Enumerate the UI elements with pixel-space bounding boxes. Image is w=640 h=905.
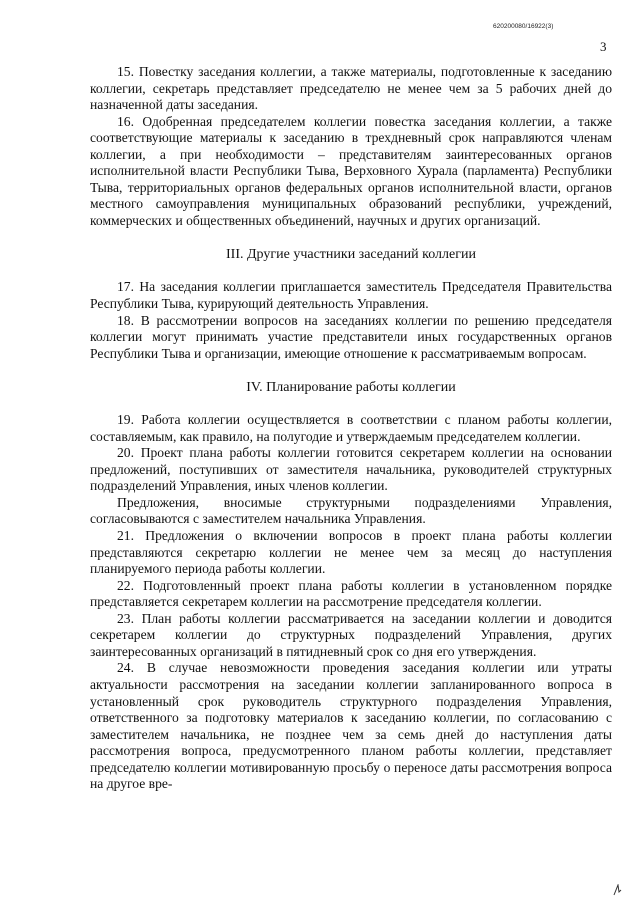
page-number: 3 (600, 39, 607, 54)
paragraph-15: 15. Повестку заседания коллегии, а также материалы, подготовленные к заседанию коллегии, секретарь представляет председателю не менее чем за 5 рабочих дней до назначенной даты заседания. (90, 64, 612, 113)
paragraph-21: 21. Предложения о включении вопросов в проект плана работы коллегии представляются секретарю коллегии не менее чем за месяц до наступления планируемого периода работы коллегии. (90, 528, 612, 577)
paragraph-18: 18. В рассмотрении вопросов на заседаниях коллегии по решению председателя коллегии могут принимать участие представители иных государственных органов Республики Тыва и организации, имеющие отношение к рассматриваемым вопросам. (90, 312, 612, 361)
document-id: 620200080/16922(3) (493, 23, 554, 30)
section-heading-iv: IV. Планирование работы коллегии (246, 380, 456, 396)
paragraph-20: 20. Проект плана работы коллегии готовится секретарем коллегии на основании предложений, поступивших от заместителя начальника, руководителей структурных подразделений Управления, иных членов коллегии. (90, 445, 612, 494)
paragraph-19: 19. Работа коллегии осуществляется в соответствии с планом работы коллегии, составляемым, как правило, на полугодие и утверждаемым председателем коллегии. (90, 412, 612, 444)
handwritten-mark (612, 884, 622, 900)
paragraph-16: 16. Одобренная председателем коллегии повестка заседания коллегии, а также соответствующие материалы к заседанию в трехдневный срок направляются членам коллегии, а при необходимости – представителям заинтересованных органов исполнительной власти Республики Тыва, Верховного Хурала (парламента) Республики Тыва, территориальных органов федеральных органов исполнительной власти, органов местного самоуправления муниципальных образований республики, учреждений, коммерческих и общественных объединений, научных и других организаций. (90, 113, 612, 228)
document-body (90, 64, 612, 793)
paragraph-23: 23. План работы коллегии рассматривается на заседании коллегии и доводится секретарем коллегии до структурных подразделений Управления, других заинтересованных организаций в пятидневный срок со дня его утверждения. (90, 610, 612, 659)
paragraph-17: 17. На заседания коллегии приглашается заместитель Председателя Правительства Республики Тыва, курирующий деятельность Управления. (90, 279, 612, 312)
section-heading-iii: III. Другие участники заседаний коллегии (226, 247, 476, 263)
paragraph-22: 22. Подготовленный проект плана работы коллегии в установленном порядке представляется секретарем коллегии на рассмотрение председателя коллегии. (90, 577, 612, 610)
paragraph-20-continued: Предложения, вносимые структурными подразделениями Управления, согласовываются с заместителем начальника Управления. (90, 494, 612, 527)
paragraph-24: 24. В случае невозможности проведения заседания коллегии или утраты актуальности рассмотрения на заседании коллегии запланированного вопроса в установленный срок руководитель структурного подразделения Управления, ответственного за подготовку материалов к заседанию коллегии, по согласованию с заместителем начальника, не позднее чем за семь дней до наступления даты рассмотрения вопроса, предусмотренного планом работы коллегии, представляет председателю коллегии мотивированную просьбу о переносе даты рассмотрения вопроса на другое вре- (90, 660, 612, 792)
